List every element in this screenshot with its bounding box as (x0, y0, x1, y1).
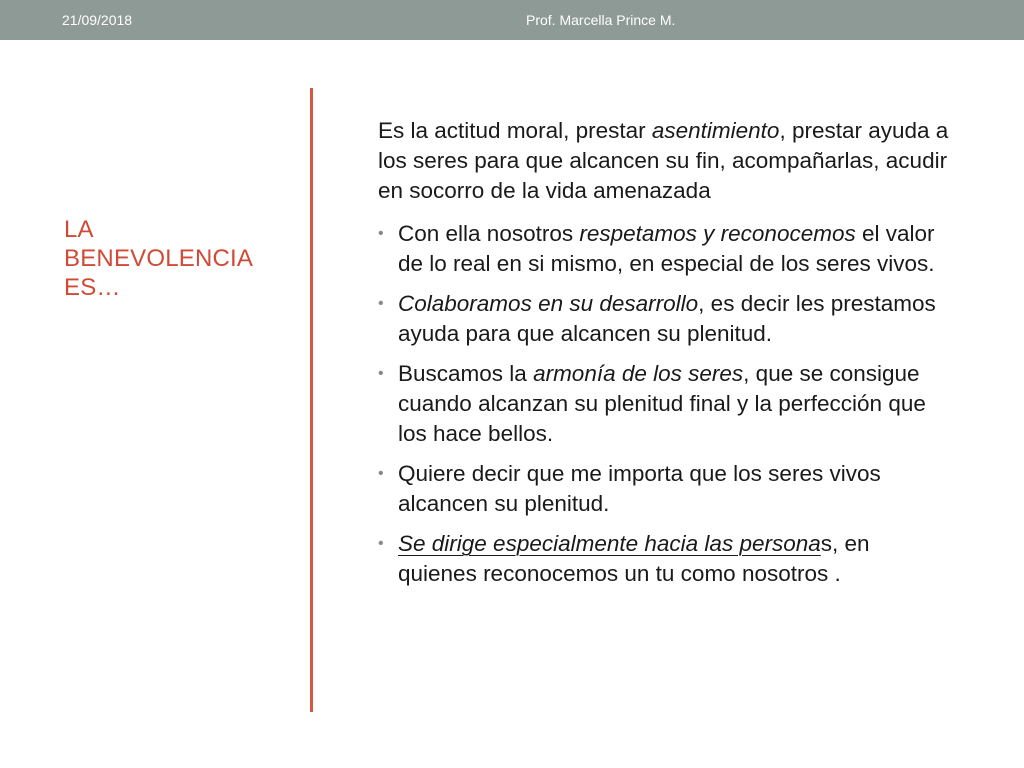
slide-date: 21/09/2018 (62, 12, 133, 28)
bullet-item (378, 219, 950, 279)
intro-paragraph (378, 116, 950, 206)
header-bar (0, 0, 1024, 40)
slide-author: Prof. Marcella Prince M. (526, 12, 676, 28)
bullet-1-text-b: respetamos y reconocemos (579, 221, 856, 246)
title-line-3: ES… (64, 274, 121, 301)
intro-text-c: , prestar ayuda a los seres para que alcancen su fin, acompañarlas, acudir en socorro de la vida amenazada (378, 118, 949, 203)
vertical-divider (310, 88, 313, 712)
bullet-3-text-c: , que se consigue cuando alcanzan su plenitud final y la perfección que los hace bellos. (398, 361, 926, 446)
bullet-3-text-a: Buscamos la (398, 361, 534, 386)
intro-text-b: asentimiento (651, 118, 780, 143)
title-line-2: BENEVOLENCIA (64, 245, 254, 272)
bullet-list (378, 219, 950, 589)
bullet-2-text-b: , es decir les prestamos ayuda para que alcancen su plenitud. (398, 291, 936, 346)
bullet-5-text-b: s, en quienes reconocemos un tu como nosotros . (398, 531, 870, 586)
bullet-item (378, 459, 950, 519)
slide-body (378, 116, 950, 599)
bullet-1-text-a: Con ella nosotros (398, 221, 580, 246)
bullet-item (378, 289, 950, 349)
intro-text-a: Es la actitud moral, prestar (378, 118, 652, 143)
bullet-item (378, 529, 950, 589)
bullet-1-text-c: el valor de lo real en si mismo, en especial de los seres vivos. (398, 221, 935, 276)
title-line-1: LA (64, 216, 94, 243)
slide-title (64, 215, 294, 302)
bullet-4-text-a: Quiere decir que me importa que los seres vivos alcancen su plenitud. (398, 461, 881, 516)
bullet-2-text-a: Colaboramos en su desarrollo (398, 291, 699, 316)
bullet-item (378, 359, 950, 449)
bullet-5-text-a: Se dirige especialmente hacia las persona (398, 531, 821, 556)
bullet-3-text-b: armonía de los seres (533, 361, 744, 386)
